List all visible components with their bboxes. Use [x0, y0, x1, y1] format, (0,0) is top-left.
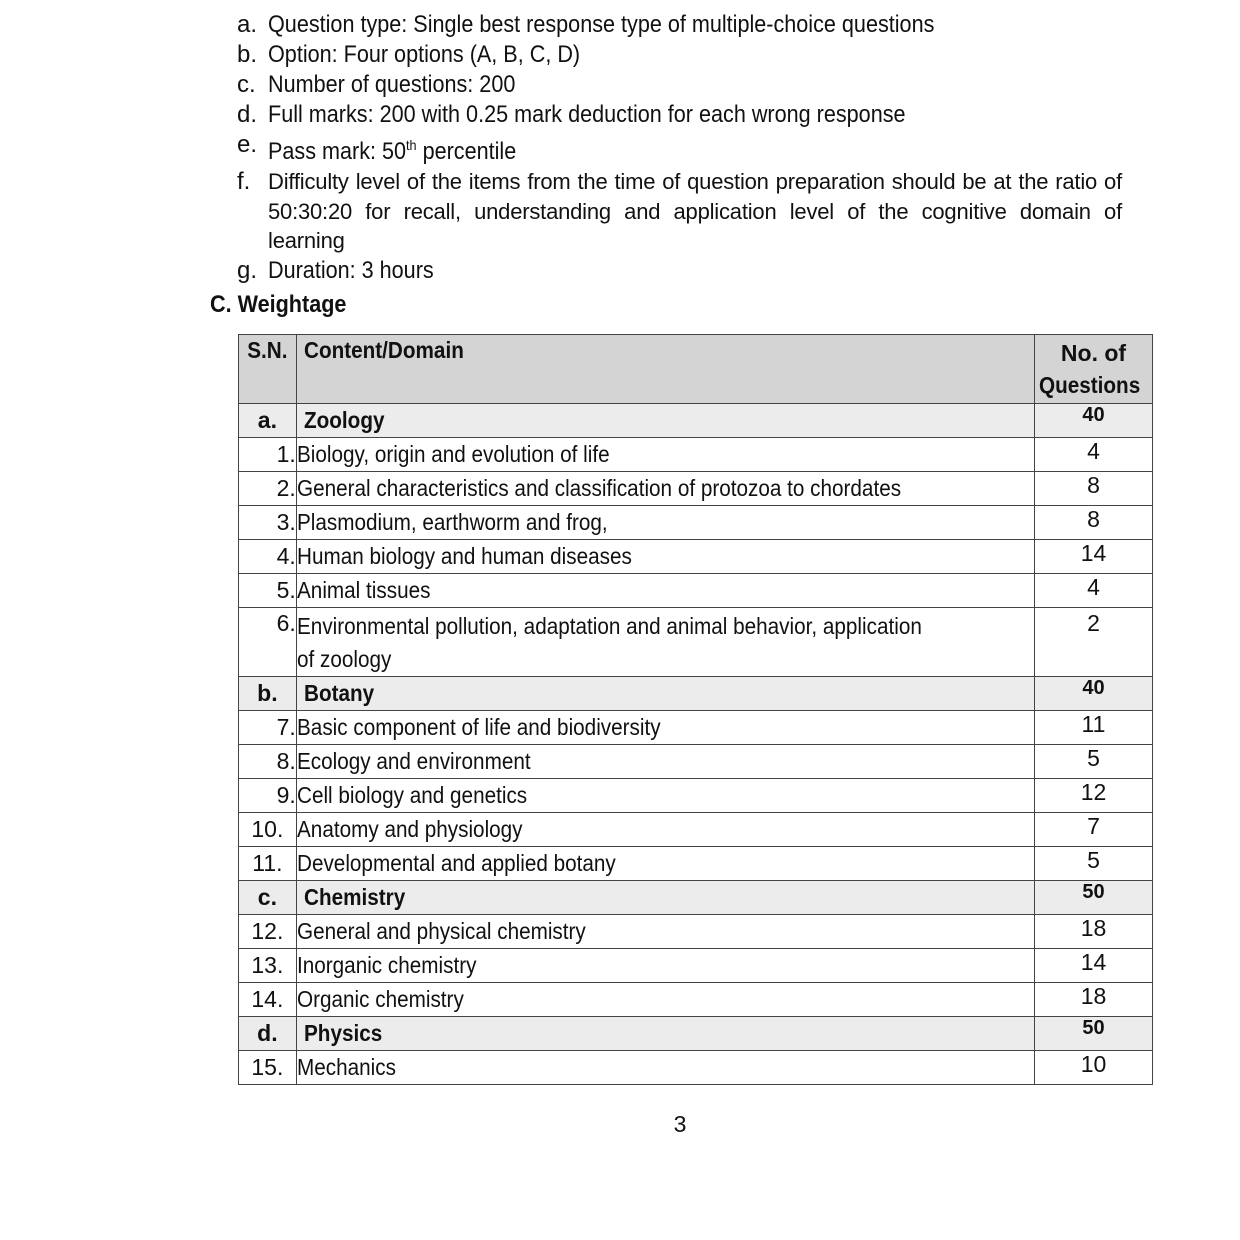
table-row: [239, 438, 1153, 472]
row-content: Chemistry: [296, 881, 1034, 915]
row-sn: 2.: [239, 472, 297, 506]
table-row: [239, 540, 1153, 574]
section-heading: C. Weightage: [210, 291, 347, 318]
section-row: [239, 1017, 1153, 1051]
table-row: [239, 813, 1153, 847]
table-row: [239, 915, 1153, 949]
row-content: Inorganic chemistry: [296, 949, 1034, 983]
list-text: Difficulty level of the items from the time of question preparation should be at the ratio of 50:30:20 for recall, understanding and application level of the cognitive domain of learning: [268, 169, 1122, 253]
list-text: Option: Four options (A, B, C, D): [268, 41, 581, 68]
header-count: No. of Questions: [1035, 335, 1153, 404]
list-marker: f.: [237, 168, 251, 195]
row-count: 14: [1035, 540, 1153, 574]
row-count: 12: [1035, 779, 1153, 813]
header-sn: S.N.: [239, 335, 297, 404]
table-row: [239, 779, 1153, 813]
list-marker: c.: [237, 71, 256, 98]
exam-criteria-list: [237, 10, 1122, 286]
list-item: [237, 130, 1122, 167]
row-sn: 1.: [239, 438, 297, 472]
list-item: [237, 70, 1122, 100]
header-content: Content/Domain: [296, 335, 1034, 404]
list-text: Duration: 3 hours: [268, 256, 434, 284]
row-count: 50: [1035, 1017, 1153, 1051]
weightage-table: [238, 334, 1153, 1085]
row-sn: d.: [239, 1017, 297, 1051]
table-row: [239, 574, 1153, 608]
list-item: [237, 256, 1122, 286]
row-sn: 9.: [239, 779, 297, 813]
table-header-row: [239, 335, 1153, 404]
list-text: Question type: Single best response type of multiple-choice questions: [268, 11, 935, 38]
list-marker: b.: [237, 41, 258, 68]
row-sn: 10.: [239, 813, 297, 847]
section-row: [239, 677, 1153, 711]
row-sn: c.: [239, 881, 297, 915]
table-row: [239, 745, 1153, 779]
list-text: Number of questions: 200: [268, 71, 516, 98]
row-count: 5: [1035, 847, 1153, 881]
row-content: Physics: [296, 1017, 1034, 1051]
list-item: [237, 10, 1122, 40]
list-marker: e.: [237, 131, 258, 158]
row-sn: 15.: [239, 1051, 297, 1085]
section-row: [239, 404, 1153, 438]
row-sn: b.: [239, 677, 297, 711]
row-count: 40: [1035, 404, 1153, 438]
table-row: [239, 472, 1153, 506]
row-count: 7: [1035, 813, 1153, 847]
row-content: Anatomy and physiology: [296, 813, 1034, 847]
row-content: Botany: [296, 677, 1034, 711]
row-count: 18: [1035, 983, 1153, 1017]
row-count: 18: [1035, 915, 1153, 949]
row-content: Ecology and environment: [296, 745, 1034, 779]
section-row: [239, 881, 1153, 915]
row-content: General and physical chemistry: [296, 915, 1034, 949]
row-content: Human biology and human diseases: [296, 540, 1034, 574]
page-number: 3: [673, 1111, 687, 1137]
table-row: [239, 711, 1153, 745]
table-row: [239, 949, 1153, 983]
list-marker: g.: [237, 256, 258, 284]
row-count: 10: [1035, 1051, 1153, 1085]
row-content: Organic chemistry: [296, 983, 1034, 1017]
row-content: Cell biology and genetics: [296, 779, 1034, 813]
table-row: [239, 983, 1153, 1017]
row-sn: 6.: [239, 608, 297, 677]
row-count: 2: [1035, 608, 1153, 677]
row-count: 50: [1035, 881, 1153, 915]
row-sn: 4.: [239, 540, 297, 574]
row-content: Animal tissues: [296, 574, 1034, 608]
row-count: 4: [1035, 438, 1153, 472]
row-content: Biology, origin and evolution of life: [296, 438, 1034, 472]
list-marker: d.: [237, 101, 258, 128]
row-sn: a.: [239, 404, 297, 438]
row-sn: 12.: [239, 915, 297, 949]
row-count: 11: [1035, 711, 1153, 745]
row-count: 8: [1035, 472, 1153, 506]
row-content: Mechanics: [296, 1051, 1034, 1085]
table-row: [239, 1051, 1153, 1085]
table-row: [239, 608, 1153, 677]
row-sn: 3.: [239, 506, 297, 540]
list-text: [268, 130, 516, 167]
row-sn: 5.: [239, 574, 297, 608]
row-content: Zoology: [296, 404, 1034, 438]
row-count: 40: [1035, 677, 1153, 711]
row-sn: 13.: [239, 949, 297, 983]
table-row: [239, 506, 1153, 540]
row-content: General characteristics and classification of protozoa to chordates: [296, 472, 1034, 506]
row-content: Developmental and applied botany: [296, 847, 1034, 881]
row-content: Basic component of life and biodiversity: [296, 711, 1034, 745]
row-count: 4: [1035, 574, 1153, 608]
row-sn: 11.: [239, 847, 297, 881]
list-marker: a.: [237, 11, 258, 38]
row-content: Environmental pollution, adaptation and animal behavior, application of zoology: [296, 608, 1034, 677]
list-item: [237, 100, 1122, 130]
row-content: Plasmodium, earthworm and frog,: [296, 506, 1034, 540]
pass-mark-text: Pass mark: 50: [268, 138, 407, 165]
table-row: [239, 847, 1153, 881]
pass-mark-suffix: percentile: [416, 138, 517, 165]
superscript: th: [406, 137, 417, 153]
list-text: Full marks: 200 with 0.25 mark deduction for each wrong response: [268, 101, 906, 128]
row-count: 5: [1035, 745, 1153, 779]
list-item: [237, 40, 1122, 70]
row-sn: 14.: [239, 983, 297, 1017]
row-count: 8: [1035, 506, 1153, 540]
row-count: 14: [1035, 949, 1153, 983]
row-sn: 8.: [239, 745, 297, 779]
row-sn: 7.: [239, 711, 297, 745]
list-item: [237, 167, 1122, 256]
